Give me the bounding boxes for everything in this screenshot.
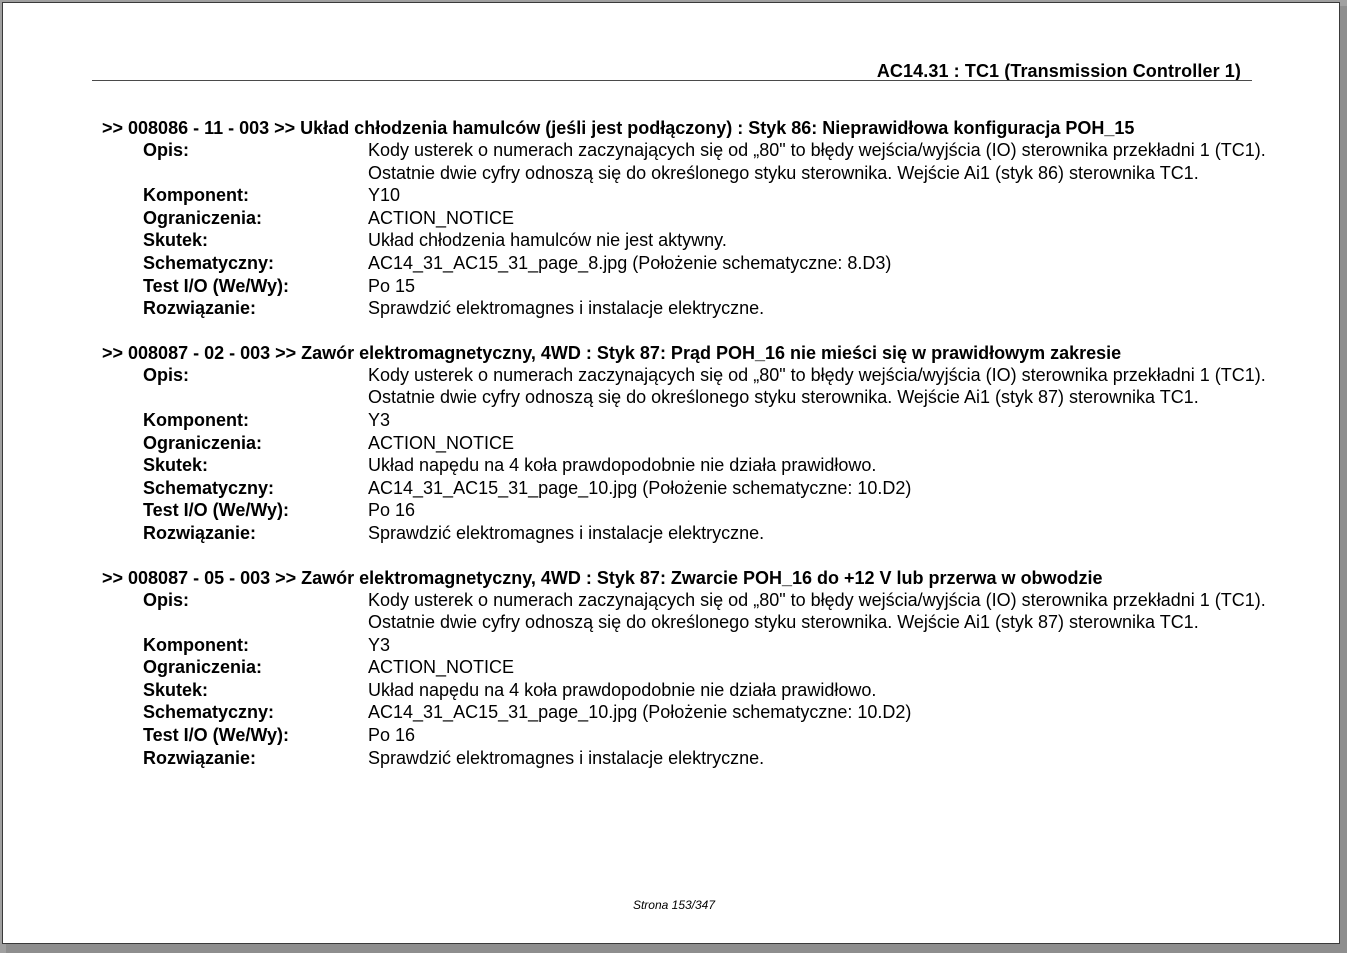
field-value: Y10 — [368, 185, 401, 206]
field-component — [102, 634, 1282, 657]
field-label: Schematyczny: — [143, 252, 275, 273]
field-label: Komponent: — [143, 634, 249, 655]
field-label: Rozwiązanie: — [143, 747, 257, 768]
fault-code-title: >> 008087 - 05 - 003 >> Zawór elektromagnetyczny, 4WD : Styk 87: Zwarcie POH_16 do +12 V lub przerwa w obwodzie — [102, 567, 1103, 588]
page-shadow-bottom — [6, 944, 1347, 953]
field-schematic — [102, 252, 1282, 275]
field-io-test — [102, 724, 1282, 747]
field-component — [102, 184, 1282, 207]
field-value: Kody usterek o numerach zaczynających się od „80" to błędy wejścia/wyjścia (IO) sterownika przekładni 1 (TC1). Ostatnie dwie cyfry odnoszą się do określonego styku sterownika. Wejście Ai1 (styk 86) sterownika TC1. — [368, 140, 1266, 183]
field-effect — [102, 454, 1282, 477]
field-label: Skutek: — [143, 455, 209, 476]
field-value: AC14_31_AC15_31_page_8.jpg (Położenie schematyczne: 8.D3) — [368, 252, 892, 273]
field-io-test — [102, 499, 1282, 522]
field-description — [102, 364, 1282, 409]
field-value: Po 15 — [368, 275, 416, 296]
field-label: Ograniczenia: — [143, 432, 263, 453]
field-value: Układ napędu na 4 koła prawdopodobnie nie działa prawidłowo. — [368, 679, 877, 700]
field-value: Układ napędu na 4 koła prawdopodobnie nie działa prawidłowo. — [368, 455, 877, 476]
fault-code-entry — [102, 342, 1282, 545]
field-value: AC14_31_AC15_31_page_10.jpg (Położenie schematyczne: 10.D2) — [368, 477, 912, 498]
field-label: Test I/O (We/Wy): — [143, 500, 290, 521]
field-solution — [102, 522, 1282, 545]
fault-code-entry — [102, 567, 1282, 770]
field-description — [102, 139, 1282, 184]
field-value: Kody usterek o numerach zaczynających się od „80" to błędy wejścia/wyjścia (IO) sterownika przekładni 1 (TC1). Ostatnie dwie cyfry odnoszą się do określonego styku sterownika. Wejście Ai1 (styk 87) sterownika TC1. — [368, 589, 1266, 633]
field-restrictions — [102, 656, 1282, 679]
fault-code-title: >> 008087 - 02 - 003 >> Zawór elektromagnetyczny, 4WD : Styk 87: Prąd POH_16 nie mieści się w prawidłowym zakresie — [102, 342, 1122, 363]
page-shadow-right — [1340, 6, 1347, 953]
field-label: Opis: — [143, 364, 190, 385]
field-value: Sprawdzić elektromagnes i instalacje elektryczne. — [368, 522, 765, 543]
header-divider — [92, 80, 1252, 81]
field-label: Rozwiązanie: — [143, 522, 257, 543]
field-label: Rozwiązanie: — [143, 298, 257, 319]
field-label: Skutek: — [143, 679, 209, 700]
field-value: Po 16 — [368, 500, 416, 521]
field-value: Y3 — [368, 634, 391, 655]
field-value: Kody usterek o numerach zaczynających się od „80" to błędy wejścia/wyjścia (IO) sterownika przekładni 1 (TC1). Ostatnie dwie cyfry odnoszą się do określonego styku sterownika. Wejście Ai1 (styk 87) sterownika TC1. — [368, 364, 1266, 408]
field-label: Opis: — [143, 589, 190, 610]
field-io-test — [102, 275, 1282, 298]
field-value: ACTION_NOTICE — [368, 657, 515, 678]
field-label: Schematyczny: — [143, 477, 275, 498]
field-solution — [102, 297, 1282, 320]
field-restrictions — [102, 432, 1282, 455]
page-header-title: AC14.31 : TC1 (Transmission Controller 1) — [876, 61, 1241, 81]
field-value: Po 16 — [368, 725, 416, 746]
field-label: Komponent: — [143, 185, 249, 206]
field-schematic — [102, 701, 1282, 724]
field-label: Opis: — [143, 140, 190, 160]
field-value: AC14_31_AC15_31_page_10.jpg (Położenie schematyczne: 10.D2) — [368, 702, 912, 723]
field-effect — [102, 229, 1282, 252]
field-value: Sprawdzić elektromagnes i instalacje elektryczne. — [368, 747, 765, 768]
field-label: Ograniczenia: — [143, 207, 263, 228]
field-value: Układ chłodzenia hamulców nie jest aktywny. — [368, 230, 727, 251]
document-page — [2, 2, 1340, 944]
field-restrictions — [102, 207, 1282, 230]
field-label: Schematyczny: — [143, 702, 275, 723]
field-value: ACTION_NOTICE — [368, 432, 515, 453]
field-label: Test I/O (We/Wy): — [143, 275, 290, 296]
field-label: Ograniczenia: — [143, 657, 263, 678]
fault-code-list — [102, 117, 1282, 791]
field-value: ACTION_NOTICE — [368, 207, 515, 228]
fault-code-entry — [102, 117, 1282, 320]
field-solution — [102, 747, 1282, 770]
field-description — [102, 589, 1282, 634]
field-label: Komponent: — [143, 409, 249, 430]
fault-code-title: >> 008086 - 11 - 003 >> Układ chłodzenia hamulców (jeśli jest podłączony) : Styk 86: Nieprawidłowa konfiguracja POH_15 — [102, 118, 1135, 138]
field-schematic — [102, 477, 1282, 500]
field-effect — [102, 679, 1282, 702]
field-component — [102, 409, 1282, 432]
field-value: Y3 — [368, 409, 391, 430]
field-value: Sprawdzić elektromagnes i instalacje elektryczne. — [368, 298, 765, 319]
field-label: Skutek: — [143, 230, 209, 251]
page-number: Strona 153/347 — [632, 898, 716, 912]
field-label: Test I/O (We/Wy): — [143, 725, 290, 746]
